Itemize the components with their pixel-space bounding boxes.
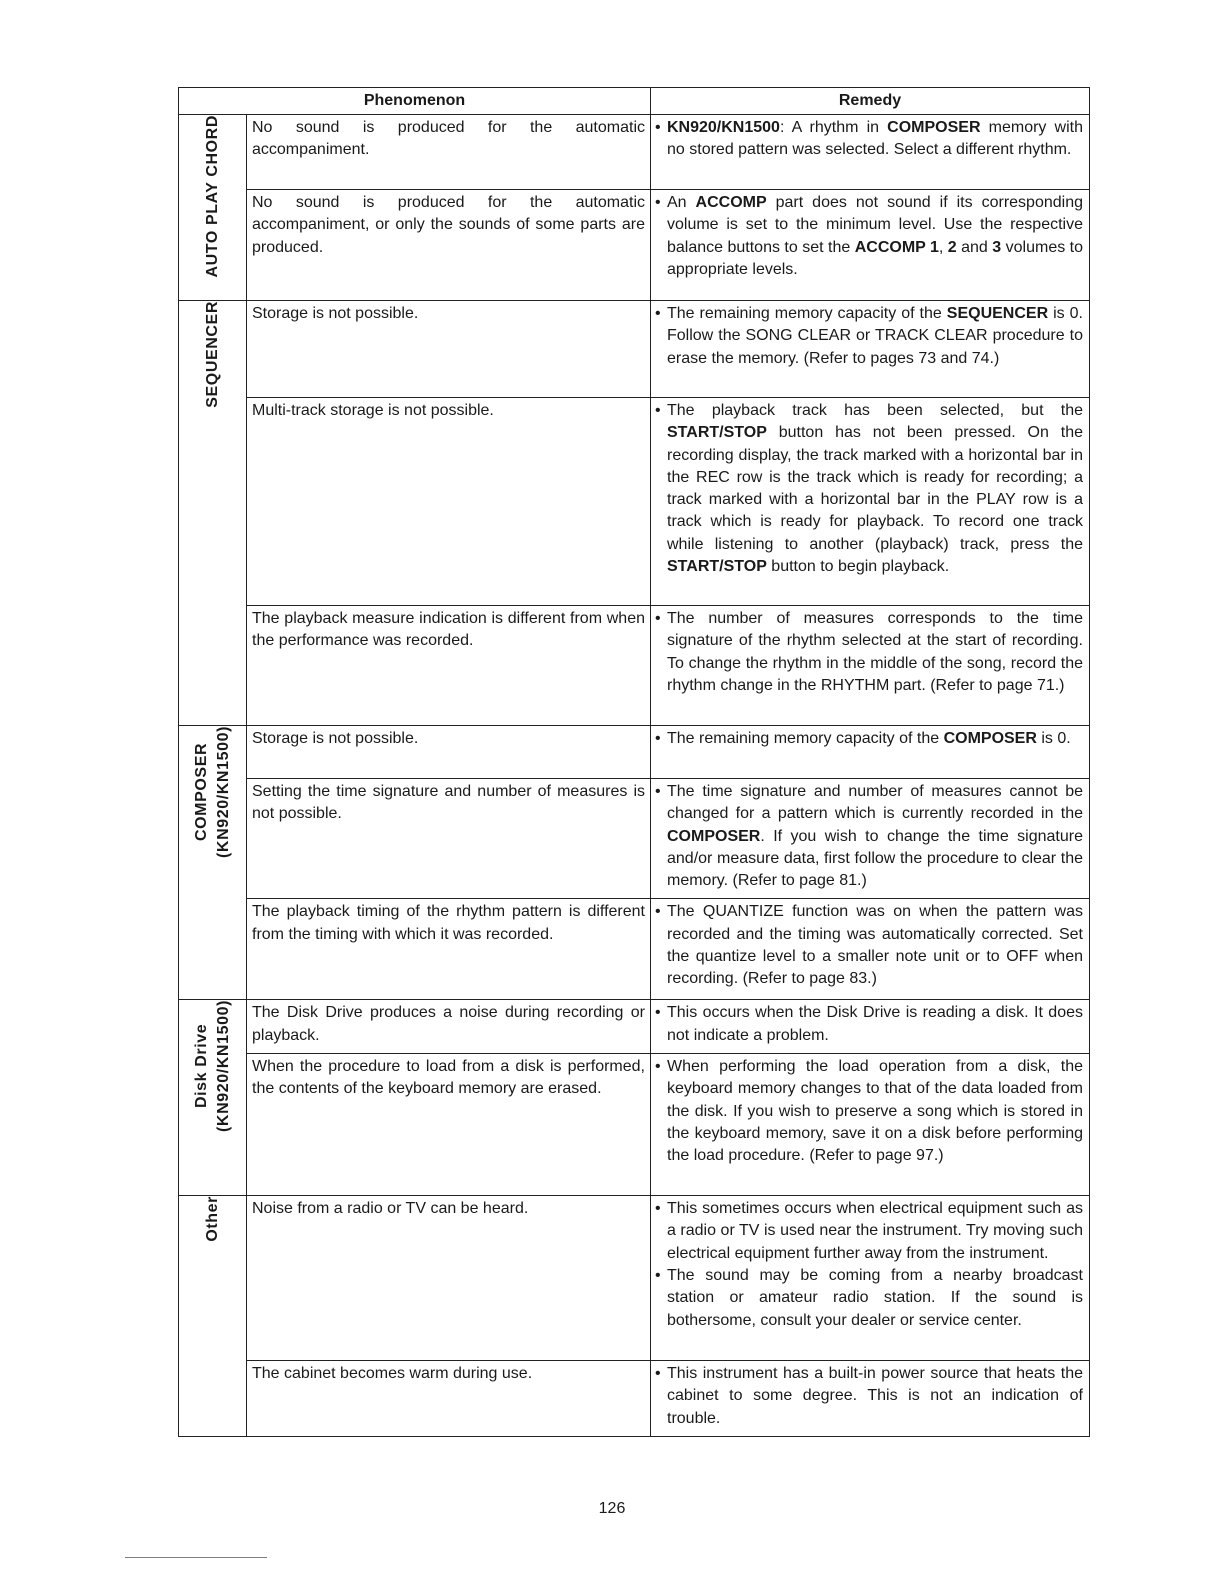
section-other bbox=[179, 1196, 247, 1437]
remedy-item: • KN920/KN1500: A rhythm in COMPOSER memory with no stored pattern was selected. Select a different rhythm. bbox=[655, 117, 1083, 162]
remedy-item: • This sometimes occurs when electrical equipment such as a radio or TV is used near the instrument. Try moving such electrical equipment further away from the instrument. bbox=[655, 1198, 1083, 1265]
remedy-cell bbox=[651, 606, 1090, 726]
table-row bbox=[179, 1000, 1090, 1054]
phenomenon-cell: Storage is not possible. bbox=[247, 301, 651, 398]
phenomenon-cell: The Disk Drive produces a noise during recording or playback. bbox=[247, 1000, 651, 1054]
remedy-cell bbox=[651, 899, 1090, 1000]
table-row bbox=[179, 779, 1090, 899]
section-label: COMPOSER (KN920/KN1500) bbox=[192, 726, 232, 859]
table-row bbox=[179, 899, 1090, 1000]
remedy-cell bbox=[651, 301, 1090, 398]
section-auto-play-chord bbox=[179, 115, 247, 301]
remedy-cell bbox=[651, 726, 1090, 779]
page-number: 126 bbox=[598, 1500, 626, 1517]
remedy-cell bbox=[651, 115, 1090, 190]
table-row bbox=[179, 1054, 1090, 1196]
table-row bbox=[179, 398, 1090, 606]
remedy-item: • The sound may be coming from a nearby broadcast station or amateur radio station. If the sound is bothersome, consult your dealer or service center. bbox=[655, 1265, 1083, 1332]
section-composer bbox=[179, 726, 247, 1000]
remedy-item: • When performing the load operation from a disk, the keyboard memory changes to that of the data loaded from the disk. If you wish to preserve a song which is stored in the keyboard memory, save it on a disk before performing the load procedure. (Refer to page 97.) bbox=[655, 1056, 1083, 1167]
table-row bbox=[179, 726, 1090, 779]
remedy-cell bbox=[651, 779, 1090, 899]
section-label: AUTO PLAY CHORD bbox=[203, 115, 221, 278]
phenomenon-cell: The playback timing of the rhythm pattern is different from the timing with which it was recorded. bbox=[247, 899, 651, 1000]
remedy-item: • The QUANTIZE function was on when the pattern was recorded and the timing was automatically corrected. Set the quantize level to a smaller note unit or to OFF when recording. (Refer to page 83.) bbox=[655, 901, 1083, 990]
remedy-item: • The number of measures corresponds to the time signature of the rhythm selected at the start of recording. To change the rhythm in the middle of the song, record the rhythm change in the RHYTHM part. (Refer to page 71.) bbox=[655, 608, 1083, 697]
section-label: SEQUENCER bbox=[203, 301, 221, 408]
table-header-row bbox=[179, 88, 1090, 115]
phenomenon-cell: Setting the time signature and number of measures is not possible. bbox=[247, 779, 651, 899]
remedy-item: • This occurs when the Disk Drive is reading a disk. It does not indicate a problem. bbox=[655, 1002, 1083, 1047]
remedy-cell bbox=[651, 1361, 1090, 1437]
remedy-item: • The time signature and number of measures cannot be changed for a pattern which is currently recorded in the COMPOSER. If you wish to change the time signature and/or measure data, first follow the procedure to clear the memory. (Refer to page 81.) bbox=[655, 781, 1083, 892]
remedy-cell bbox=[651, 1000, 1090, 1054]
table-row bbox=[179, 190, 1090, 301]
phenomenon-cell: The playback measure indication is different from when the performance was recorded. bbox=[247, 606, 651, 726]
phenomenon-cell: No sound is produced for the automatic accompaniment, or only the sounds of some parts are produced. bbox=[247, 190, 651, 301]
phenomenon-cell: Noise from a radio or TV can be heard. bbox=[247, 1196, 651, 1361]
remedy-item: • The remaining memory capacity of the SEQUENCER is 0. Follow the SONG CLEAR or TRACK CLEAR procedure to erase the memory. (Refer to pages 73 and 74.) bbox=[655, 303, 1083, 370]
phenomenon-cell: Storage is not possible. bbox=[247, 726, 651, 779]
section-disk-drive bbox=[179, 1000, 247, 1196]
phenomenon-cell: The cabinet becomes warm during use. bbox=[247, 1361, 651, 1437]
remedy-item: • The playback track has been selected, but the START/STOP button has not been pressed. On the recording display, the track marked with a horizontal bar in the REC row is the track which is ready for recording; a track marked with a horizontal bar in the PLAY row is a track which is ready for playback. To record one track while listening to another (playback) track, press the START/STOP button to begin playback. bbox=[655, 400, 1083, 578]
section-label: Disk Drive (KN920/KN1500) bbox=[192, 1000, 232, 1133]
remedy-item: • An ACCOMP part does not sound if its corresponding volume is set to the minimum level. Use the respective balance buttons to set the ACCOMP 1, 2 and 3 volumes to appropriate levels. bbox=[655, 192, 1083, 281]
footer-rule bbox=[125, 1557, 267, 1558]
remedy-cell bbox=[651, 1196, 1090, 1361]
remedy-item: • This instrument has a built-in power source that heats the cabinet to some degree. This is not an indication of trouble. bbox=[655, 1363, 1083, 1430]
header-remedy: Remedy bbox=[651, 88, 1090, 115]
remedy-cell bbox=[651, 398, 1090, 606]
section-sequencer bbox=[179, 301, 247, 726]
phenomenon-cell: When the procedure to load from a disk is performed, the contents of the keyboard memory are erased. bbox=[247, 1054, 651, 1196]
table-row bbox=[179, 1196, 1090, 1361]
remedy-cell bbox=[651, 1054, 1090, 1196]
table-row bbox=[179, 301, 1090, 398]
phenomenon-cell: No sound is produced for the automatic accompaniment. bbox=[247, 115, 651, 190]
remedy-cell bbox=[651, 190, 1090, 301]
table-row bbox=[179, 606, 1090, 726]
header-phenomenon: Phenomenon bbox=[179, 88, 651, 115]
phenomenon-cell: Multi-track storage is not possible. bbox=[247, 398, 651, 606]
table-row bbox=[179, 1361, 1090, 1437]
remedy-item: • The remaining memory capacity of the COMPOSER is 0. bbox=[655, 728, 1083, 750]
table-row bbox=[179, 115, 1090, 190]
section-label: Other bbox=[203, 1196, 221, 1242]
troubleshooting-table bbox=[178, 87, 1090, 1437]
